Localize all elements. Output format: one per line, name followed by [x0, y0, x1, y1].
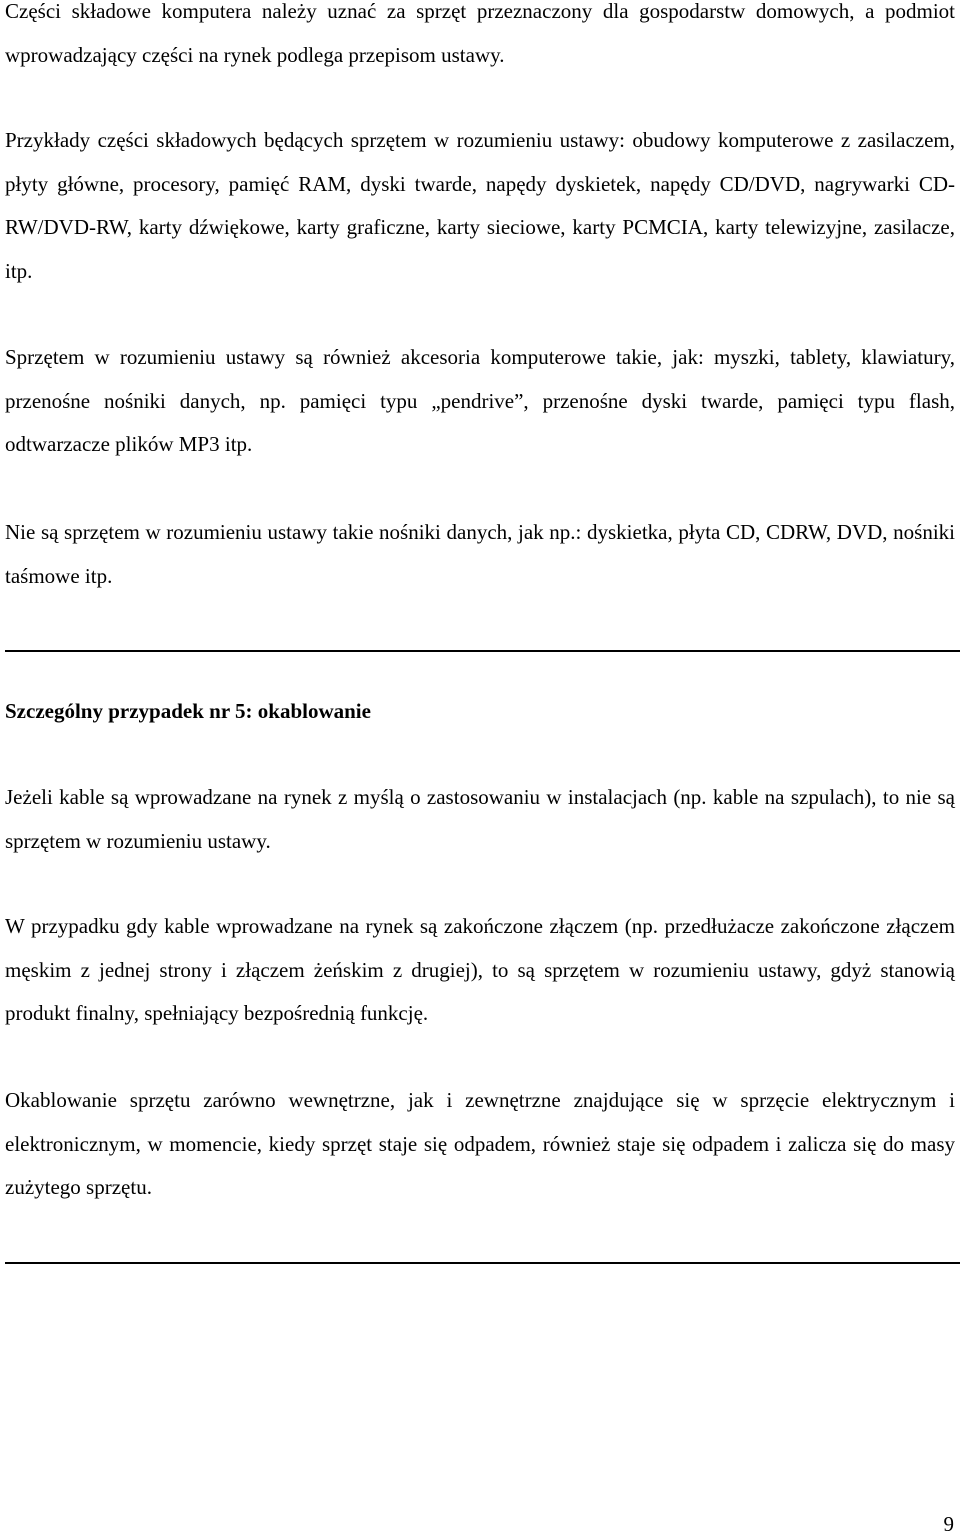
paragraph-cables-installations: Jeżeli kable są wprowadzane na rynek z myślą o zastosowaniu w instalacjach (np. kable na szpulach), to nie są sprzętem w rozumieniu ustawy. [5, 785, 955, 853]
paragraph-cabling-waste: Okablowanie sprzętu zarówno wewnętrzne, jak i zewnętrzne znajdujące się w sprzęcie elektrycznym i elektronicznym, w momencie, kiedy sprzęt staje się odpadem, również staje się odpadem i zalicza się do masy zużytego sprzętu. [5, 1088, 955, 1200]
paragraph-accessories: Sprzętem w rozumieniu ustawy są również akcesoria komputerowe takie, jak: myszki, tablety, klawiatury, przenośne nośniki danych, np. pamięci typu „pendrive”, przenośne dyski twarde, pamięci typu flash, odtwarzacze plików MP3 itp. [5, 345, 955, 457]
page-number: 9 [943, 1512, 954, 1536]
paragraph-cables-with-connectors: W przypadku gdy kable wprowadzane na rynek są zakończone złączem (np. przedłużacze zakończone złączem męskim z jednej strony i złączem żeńskim z drugiej), to są sprzętem w rozumieniu ustawy, gdyż stanowią produkt finalny, spełniający bezpośrednią funkcję. [5, 914, 955, 1026]
paragraph-components-household: Części składowe komputera należy uznać za sprzęt przeznaczony dla gospodarstw domowych, a podmiot wprowadzający części na rynek podlega przepisom ustawy. [5, 0, 955, 67]
section-heading: Szczególny przypadek nr 5: okablowanie [5, 699, 371, 723]
divider-top [5, 650, 960, 652]
divider-bottom [5, 1262, 960, 1264]
paragraph-component-examples: Przykłady części składowych będących sprzętem w rozumieniu ustawy: obudowy komputerowe z zasilaczem, płyty główne, procesory, pamięć RAM, dyski twarde, napędy dyskietek, napędy CD/DVD, nagrywarki CD-RW/DVD-RW, karty dźwiękowe, karty graficzne, karty sieciowe, karty PCMCIA, karty telewizyjne, zasilacze, itp. [5, 128, 955, 283]
paragraph-excluded-media: Nie są sprzętem w rozumieniu ustawy takie nośniki danych, jak np.: dyskietka, płyta CD, CDRW, DVD, nośniki taśmowe itp. [5, 520, 955, 588]
